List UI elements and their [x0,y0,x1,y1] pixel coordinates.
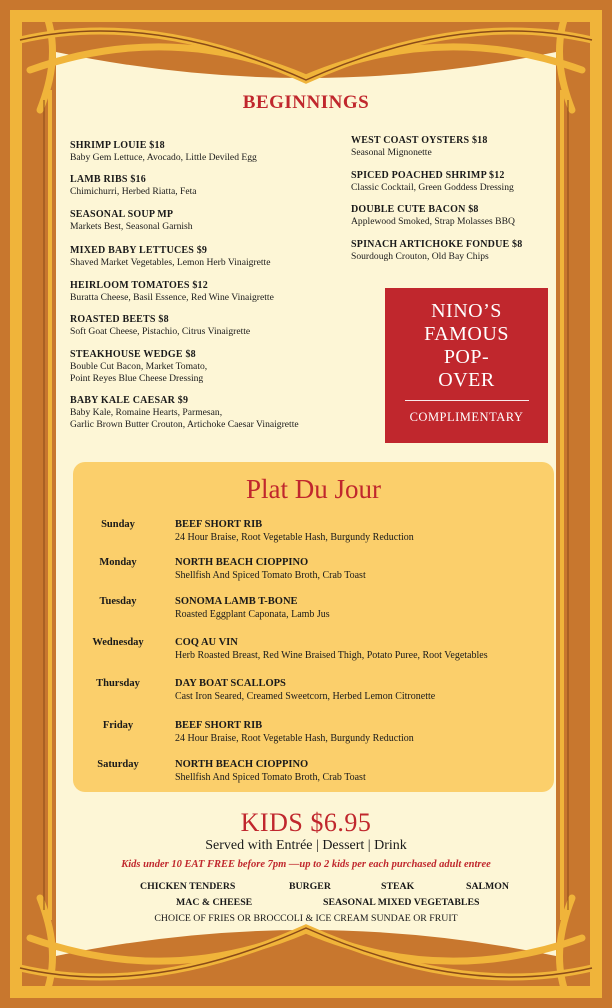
dish-name: COQ AU VIN [175,637,238,648]
kids-item-steak: STEAK [381,881,415,892]
item-name: LAMB RIBS $16 [70,174,146,185]
dish-desc: 24 Hour Braise, Root Vegetable Hash, Burgundy Reduction [175,532,414,543]
plat-du-jour-panel [73,462,554,792]
kids-footer: CHOICE OF FRIES OR BROCCOLI & ICE CREAM SUNDAE OR FRUIT [154,913,458,924]
kids-subtitle: Served with Entrée | Dessert | Drink [205,838,407,853]
dish-name: BEEF SHORT RIB [175,720,263,731]
kids-note: Kids under 10 EAT FREE before 7pm —up to 2 kids per each purchased adult entree [121,859,491,870]
item-desc: Shaved Market Vegetables, Lemon Herb Vinaigrette [70,257,271,268]
promo-title-line: OVER [438,369,495,391]
item-name: HEIRLOOM TOMATOES $12 [70,280,208,291]
plat-du-jour-title: Plat Du Jour [246,474,381,504]
kids-title: KIDS $6.95 [240,808,372,837]
menu-item-baby-kale-caesar [70,395,299,431]
item-name: STEAKHOUSE WEDGE $8 [70,349,196,360]
menu-item-roasted-beets [70,314,250,338]
item-name: SEASONAL SOUP MP [70,209,174,220]
kids-item-burger: BURGER [289,881,331,892]
dish-name: BEEF SHORT RIB [175,519,263,530]
item-desc: Baby Gem Lettuce, Avocado, Little Deviled Egg [70,152,257,163]
dish-desc: Herb Roasted Breast, Red Wine Braised Thigh, Potato Puree, Root Vegetables [175,650,488,661]
popover-promo-box [385,288,548,443]
dish-desc: 24 Hour Braise, Root Vegetable Hash, Burgundy Reduction [175,733,414,744]
item-desc: Garlic Brown Butter Crouton, Artichoke Caesar Vinaigrette [70,419,299,430]
day-label: Thursday [96,678,140,689]
promo-divider [405,400,529,401]
item-desc: Chimichurri, Herbed Riatta, Feta [70,186,197,197]
day-label: Saturday [97,759,139,770]
item-desc: Soft Goat Cheese, Pistachio, Citrus Vinaigrette [70,326,251,337]
dish-desc: Cast Iron Seared, Creamed Sweetcorn, Herbed Lemon Citronette [175,691,436,702]
item-desc: Sourdough Crouton, Old Bay Chips [351,251,489,262]
item-name: SPICED POACHED SHRIMP $12 [351,170,505,181]
item-name: SHRIMP LOUIE $18 [70,140,165,151]
dish-name: DAY BOAT SCALLOPS [175,678,286,689]
item-name: WEST COAST OYSTERS $18 [351,135,488,146]
day-label: Wednesday [92,637,144,648]
menu-item-double-cute-bacon [351,204,515,228]
day-label: Sunday [101,519,135,530]
item-desc: Classic Cocktail, Green Goddess Dressing [351,182,514,193]
day-label: Friday [102,720,134,731]
item-desc: Seasonal Mignonette [351,147,432,158]
menu-item-mixed-baby-lettuces [70,245,270,269]
menu-item-spiced-poached-shrimp [351,170,514,194]
menu-item-spinach-artichoke-fondue [351,239,522,263]
kids-item-salmon: SALMON [466,881,510,892]
item-desc: Baby Kale, Romaine Hearts, Parmesan, [70,407,223,418]
item-name: BABY KALE CAESAR $9 [70,395,189,406]
kids-item-chicken-tenders: CHICKEN TENDERS [140,881,236,892]
promo-subtitle: COMPLIMENTARY [409,410,524,424]
kids-item-seasonal-vegetables: SEASONAL MIXED VEGETABLES [323,897,480,908]
item-name: DOUBLE CUTE BACON $8 [351,204,479,215]
dish-name: NORTH BEACH CIOPPINO [175,759,309,770]
menu-item-shrimp-louie [70,140,257,164]
item-desc: Bouble Cut Bacon, Market Tomato, [70,361,208,372]
menu-item-lamb-ribs [70,174,197,198]
dish-desc: Shellfish And Spiced Tomato Broth, Crab Toast [175,772,366,783]
day-label: Tuesday [99,596,137,607]
menu-item-west-coast-oysters [351,135,488,159]
kids-item-mac-and-cheese: MAC & CHEESE [176,897,253,908]
menu-item-seasonal-soup [70,209,193,233]
item-desc: Applewood Smoked, Strap Molasses BBQ [351,216,515,227]
dish-name: NORTH BEACH CIOPPINO [175,557,309,568]
item-name: SPINACH ARTICHOKE FONDUE $8 [351,239,523,250]
promo-title-line: NINO’S [431,300,502,322]
beginnings-title: BEGINNINGS [242,92,370,113]
promo-title-line: POP- [443,346,490,368]
item-desc: Buratta Cheese, Basil Essence, Red Wine Vinaigrette [70,292,274,303]
menu-item-steakhouse-wedge [70,349,207,385]
item-desc: Point Reyes Blue Cheese Dressing [70,373,204,384]
promo-title-line: FAMOUS [424,323,509,345]
dish-desc: Roasted Eggplant Caponata, Lamb Jus [175,609,330,620]
day-label: Monday [99,557,137,568]
dish-desc: Shellfish And Spiced Tomato Broth, Crab Toast [175,570,366,581]
menu-item-heirloom-tomatoes [70,280,274,304]
item-name: ROASTED BEETS $8 [70,314,169,325]
item-name: MIXED BABY LETTUCES $9 [70,245,208,256]
dish-name: SONOMA LAMB T-BONE [175,596,298,607]
item-desc: Markets Best, Seasonal Garnish [70,221,193,232]
promo-title [385,300,548,392]
